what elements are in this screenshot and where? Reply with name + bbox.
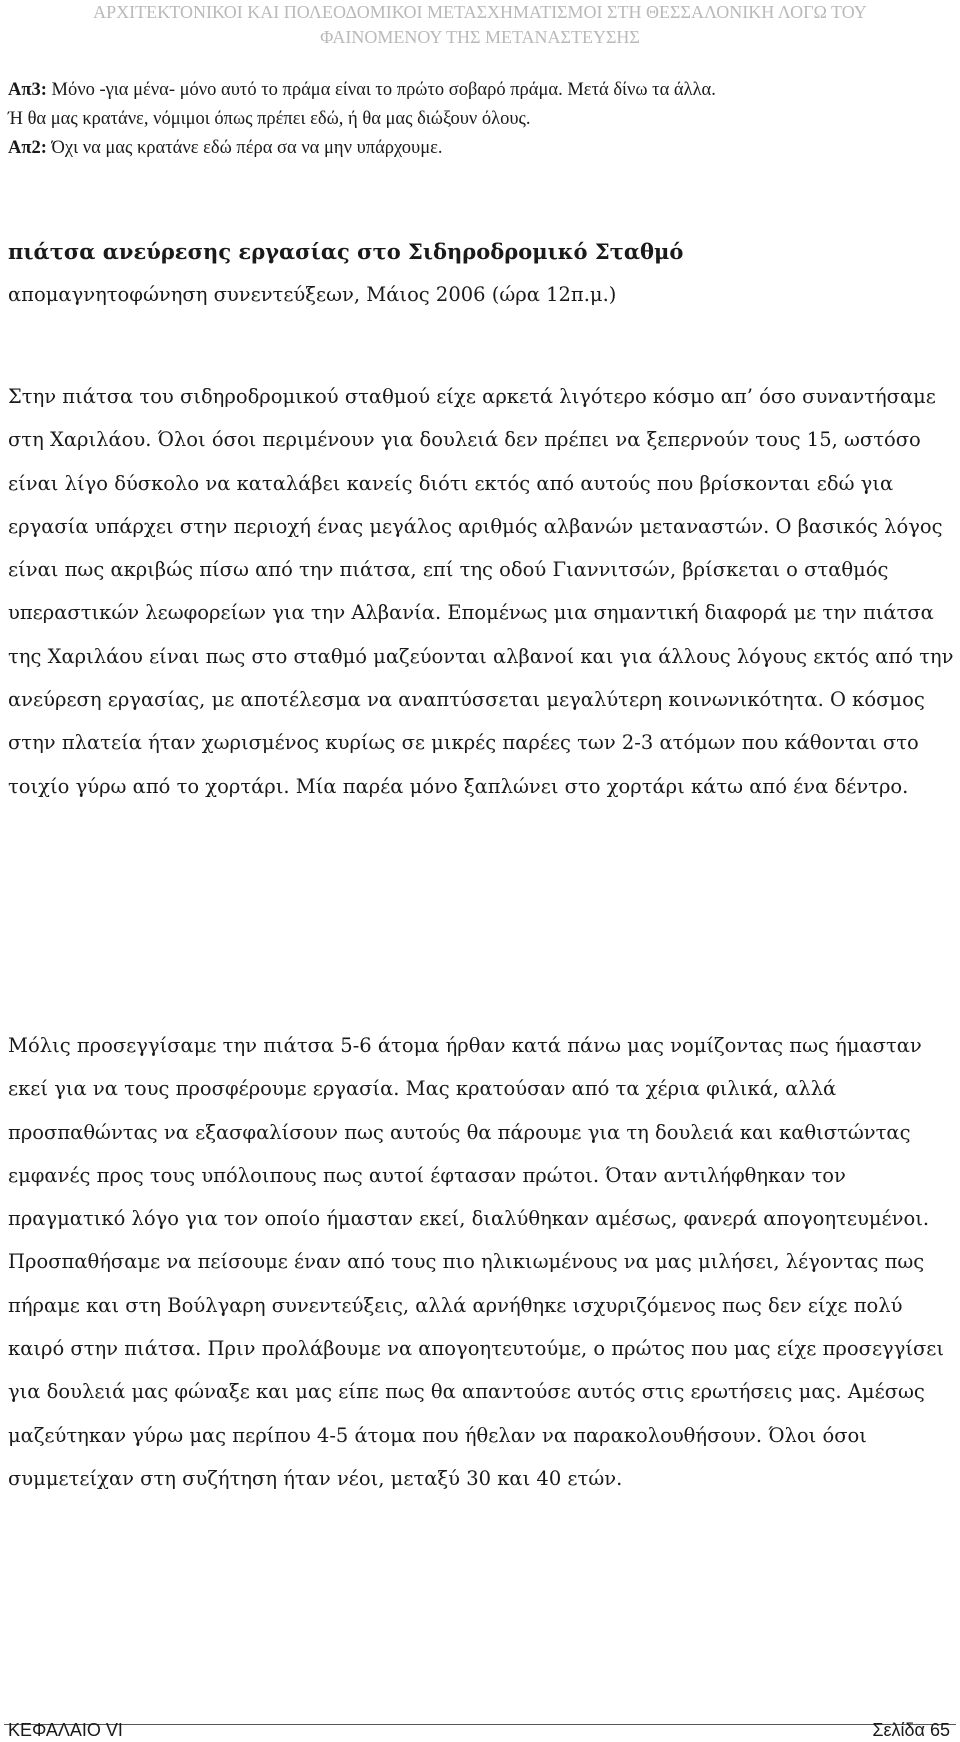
footer-chapter: ΚΕΦΑΛΑΙΟ VI [8,1720,123,1740]
section-subtitle: απομαγνητοφώνηση συνεντεύξεων, Μάιος 2006 (ώρα 12π.μ.) [8,283,617,306]
interview-dialogue [8,76,948,163]
dialogue-line [8,134,948,163]
speaker-label: Απ3: [8,80,47,100]
body-paragraph-2: Μόλις προσεγγίσαμε την πιάτσα 5-6 άτομα ήρθαν κατά πάνω μας νομίζοντας πως ήμασταν εκεί για να τους προσφέρουμε εργασία. Μας κρατούσαν από τα χέρια φιλικά, αλλά προσπαθώντας να εξασφαλίσουν πως αυτούς θα πάρουμε για τη δουλειά και καθιστώντας εμφανές προς τους υπόλοιπους πως αυτοί έφτασαν πρώτοι. Όταν αντιλήφθηκαν τον πραγματικό λόγο για τον οποίο ήμασταν εκεί, διαλύθηκαν αμέσως, φανερά απογοητευμένοι. Προσπαθήσαμε να πείσουμε έναν από τους πιο ηλικιωμένους να μας μιλήσει, λέγοντας πως πήραμε και στη Βούλγαρη συνεντεύξεις, αλλά αρνήθηκε ισχυριζόμενος πως δεν είχε πολύ καιρό στην πιάτσα. Πριν προλάβουμε να απογοητευτούμε, ο πρώτος που μας είχε προσεγγίσει για δουλειά μας φώναξε και μας είπε πως θα απαντούσε αυτός στις ερωτήσεις μας. Αμέσως μαζεύτηκαν γύρω μας περίπου 4-5 άτομα που ήθελαν να παρακολουθήσουν. Όλοι όσοι συμμετείχαν στη συζήτηση ήταν νέοι, μεταξύ 30 και 40 ετών. [8,1034,945,1490]
section-heading-block [8,237,952,310]
footer-divider [4,1724,956,1725]
section-title: πιάτσα ανεύρεσης εργασίας στο Σιδηροδρομικό Σταθμό [8,239,684,264]
dialogue-text: Μόνο -για μένα- μόνο αυτό το πράμα είναι το πρώτο σοβαρό πράμα. Μετά δίνω τα άλλα. [46,80,716,100]
dialogue-text: Όχι να μας κρατάνε εδώ πέρα σα να μην υπάρχουμε. [46,138,443,158]
footer-page-number: Σελίδα 65 [872,1720,950,1740]
running-header-line-1: ΑΡΧΙΤΕΚΤΟΝΙΚΟΙ ΚΑΙ ΠΟΛΕΟΔΟΜΙΚΟΙ ΜΕΤΑΣΧΗΜΑΤΙΣΜΟΙ ΣΤΗ ΘΕΣΣΑΛΟΝΙΚΗ ΛΟΓΩ ΤΟΥ [93,2,867,22]
speaker-label: Απ2: [8,138,47,158]
running-header-line-2: ΦΑΙΝΟΜΕΝΟΥ ΤΗΣ ΜΕΤΑΝΑΣΤΕΥΣΗΣ [320,27,640,47]
dialogue-line [8,76,948,105]
dialogue-text: Ή θα μας κρατάνε, νόμιμοι όπως πρέπει εδώ, ή θα μας διώξουν όλους. [8,109,531,129]
dialogue-line [8,105,948,134]
running-header [0,0,960,50]
body-paragraph-1: Στην πιάτσα του σιδηροδρομικού σταθμού είχε αρκετά λιγότερο κόσμο απ’ όσο συναντήσαμε στη Χαριλάου. Όλοι όσοι περιμένουν για δουλειά δεν πρέπει να ξεπερνούν τους 15, ωστόσο είναι λίγο δύσκολο να καταλάβει κανείς διότι εκτός από αυτούς που βρίσκονται εδώ για εργασία υπάρχει στην περιοχή ένας μεγάλος αριθμός αλβανών μεταναστών. Ο βασικός λόγος είναι πως ακριβώς πίσω από την πιάτσα, επί της οδού Γιαννιτσών, βρίσκεται ο σταθμός υπεραστικών λεωφορείων για την Αλβανία. Επομένως μια σημαντική διαφορά με την πιάτσα της Χαριλάου είναι πως στο σταθμό μαζεύονται αλβανοί και για άλλους λόγους εκτός από την ανεύρεση εργασίας, με αποτέλεσμα να αναπτύσσεται μεγαλύτερη κοινωνικότητα. Ο κόσμος στην πλατεία ήταν χωρισμένος κυρίως σε μικρές παρέες των 2-3 ατόμων που κάθονται στο τοιχίο γύρω από το χορτάρι. Μία παρέα μόνο ξαπλώνει στο χορτάρι κάτω από ένα δέντρο. [8,385,954,798]
